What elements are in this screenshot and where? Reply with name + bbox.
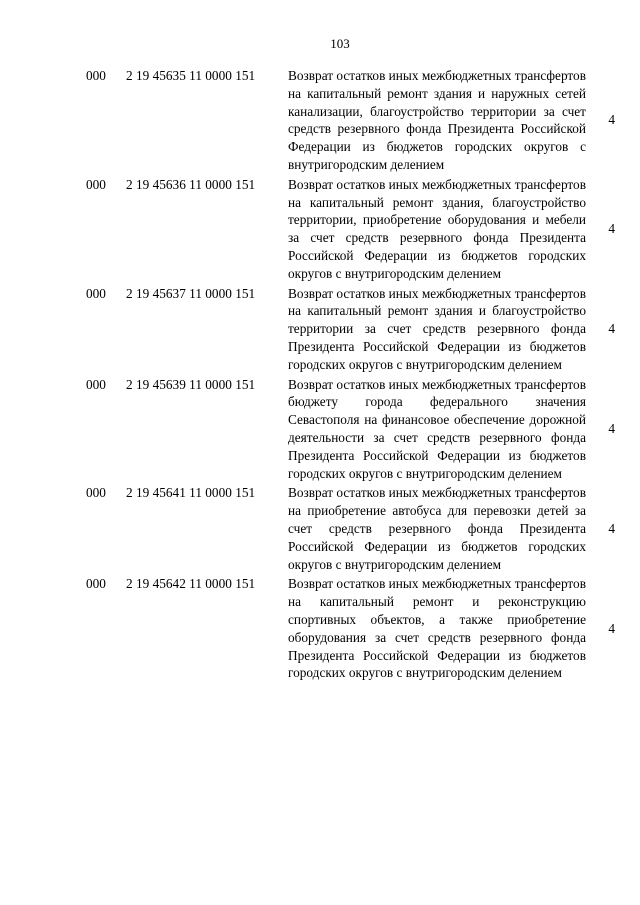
table-row — [0, 484, 640, 573]
kbk-code: 2 19 45637 11 0000 151 — [126, 285, 256, 301]
row-amount: 4 — [608, 421, 615, 437]
kbk-code: 2 19 45639 11 0000 151 — [126, 376, 256, 392]
row-amount: 4 — [608, 620, 615, 636]
admin-code: 000 — [86, 285, 106, 301]
kbk-code: 2 19 45636 11 0000 151 — [126, 176, 256, 192]
row-description: Возврат остатков иных межбюджетных трансфертов на приобретение автобуса для перевозки детей за счет средств резервного фонда Президента Российской Федерации из бюджетов городских округов с внутригородским делением — [288, 485, 586, 572]
kbk-code: 2 19 45641 11 0000 151 — [126, 485, 256, 501]
row-description: Возврат остатков иных межбюджетных трансфертов на капитальный ремонт здания и наружных сетей канализации, благоустройство территории за счет средств резервного фонда Президента Российской Федерации из бюджетов городских округов с внутригородским делением — [288, 68, 586, 172]
admin-code: 000 — [86, 485, 106, 501]
row-description: Возврат остатков иных межбюджетных трансфертов на капитальный ремонт здания и благоустройство территории за счет средств резервного фонда Президента Российской Федерации из бюджетов городских округов с внутригородским делением — [288, 285, 586, 372]
admin-code: 000 — [86, 576, 106, 592]
table-row — [0, 376, 640, 483]
row-amount: 4 — [608, 112, 615, 128]
page-number: 103 — [330, 36, 350, 51]
kbk-code: 2 19 45635 11 0000 151 — [126, 68, 256, 83]
table-row — [0, 575, 640, 682]
table-row — [0, 176, 640, 283]
row-description: Возврат остатков иных межбюджетных трансфертов на капитальный ремонт и реконструкцию спортивных объектов, а также приобретение оборудования за счет средств резервного фонда Президента Российской Федерации из бюджетов городских округов с внутригородским делением — [288, 576, 586, 681]
budget-code-table — [0, 67, 640, 682]
table-row — [0, 67, 640, 174]
admin-code: 000 — [86, 68, 106, 83]
row-amount: 4 — [608, 520, 615, 536]
admin-code: 000 — [86, 176, 106, 192]
row-amount: 4 — [608, 321, 615, 337]
kbk-code: 2 19 45642 11 0000 151 — [126, 576, 256, 592]
row-description: Возврат остатков иных межбюджетных трансфертов бюджету города федерального значения Севастополя на финансовое обеспечение дорожной деятельности за счет средств резервного фонда Президента Российской Федерации из бюджетов городских округов с внутригородским делением — [288, 376, 586, 481]
admin-code: 000 — [86, 376, 106, 392]
row-amount: 4 — [608, 221, 615, 237]
table-row — [0, 285, 640, 374]
row-description: Возврат остатков иных межбюджетных трансфертов на капитальный ремонт здания, благоустройство территории, приобретение оборудования и мебели за счет средств резервного фонда Президента Российской Федерации из бюджетов городских округов с внутригородским делением — [288, 176, 586, 281]
